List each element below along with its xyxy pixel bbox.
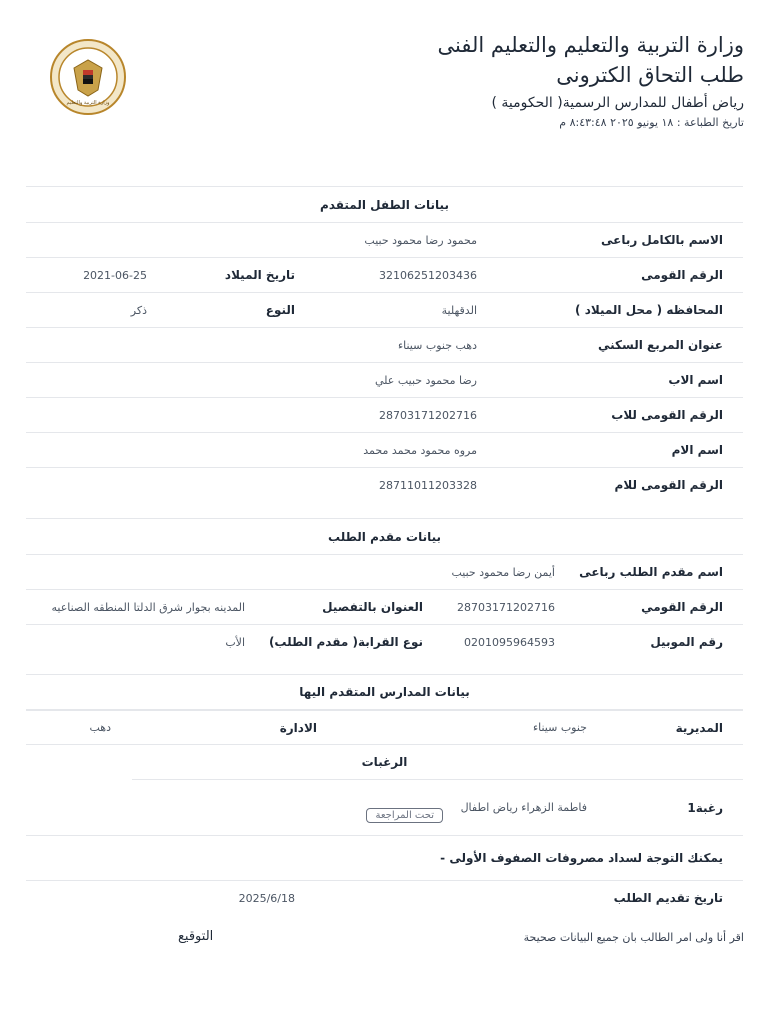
- father-id-value: 28703171202716: [379, 408, 477, 422]
- applicant-id-label: الرقم القومي: [641, 600, 723, 614]
- applicant-name-label: اسم مقدم الطلب رباعى: [579, 565, 723, 579]
- mobile-label: رقم الموبيل: [650, 635, 723, 649]
- full-name-label: الاسم بالكامل رباعى: [600, 233, 723, 247]
- table-row: [26, 292, 743, 327]
- applicant-section-header: [26, 518, 743, 554]
- governorate-label: المحافظه ( محل الميلاد ): [575, 303, 723, 317]
- table-row: [26, 222, 743, 257]
- declaration-text: اقر أنا ولى امر الطالب بان جميع البيانات صحيحة: [523, 930, 744, 944]
- table-row: [26, 554, 743, 589]
- ministry-logo: [44, 38, 132, 116]
- schools-section-title: بيانات المدارس المتقدم اليها: [299, 685, 470, 699]
- table-row: [26, 880, 743, 915]
- administration-label: الادارة: [279, 720, 317, 735]
- directorate-label: المديرية: [675, 720, 723, 735]
- table-row: [132, 779, 743, 835]
- gender-value: ذكر: [130, 303, 147, 317]
- administration-value: دهب: [89, 721, 111, 734]
- document-subtitle: رياض أطفال للمدارس الرسمية( الحكومية ): [491, 95, 744, 111]
- table-row: [26, 589, 743, 624]
- document-header: [438, 30, 744, 132]
- address-value: دهب جنوب سيناء: [397, 338, 477, 352]
- national-id-value: 32106251203436: [379, 268, 477, 282]
- birth-date-label: تاريخ الميلاد: [224, 268, 295, 282]
- child-section-title: بيانات الطفل المتقدم: [320, 197, 449, 212]
- mother-name-label: اسم الام: [671, 443, 723, 457]
- gender-label: النوع: [265, 303, 295, 317]
- applicant-address-value: المدينه بجوار شرق الدلتا المنطقه الصناعيه: [51, 600, 245, 614]
- relation-label: نوع القرابة( مقدم الطلب): [268, 635, 423, 649]
- governorate-value: الدقهلية: [441, 303, 477, 317]
- national-id-label: الرقم القومى: [641, 268, 723, 282]
- full-name-value: محمود رضا محمود حبيب: [364, 233, 477, 247]
- wishes-title: الرغبات: [361, 755, 408, 769]
- wish1-status-cell: [366, 780, 443, 843]
- wish1-status-badge: تحت المراجعة: [366, 808, 443, 823]
- directorate-value: جنوب سيناء: [532, 721, 587, 734]
- applicant-name-value: أيمن رضا محمود حبيب: [451, 565, 555, 579]
- mobile-value: 0201095964593: [464, 635, 555, 649]
- table-row: [26, 257, 743, 292]
- father-name-value: رضا محمود حبيب علي: [374, 373, 477, 387]
- father-name-label: اسم الاب: [668, 373, 723, 387]
- signature-label: التوقيع: [178, 928, 214, 944]
- father-id-label: الرقم القومى للاب: [611, 408, 723, 422]
- mother-id-value: 28711011203328: [379, 478, 477, 492]
- relation-value: الأب: [225, 635, 245, 649]
- applicant-id-value: 28703171202716: [457, 600, 555, 614]
- table-row: [26, 362, 743, 397]
- schools-section-header: [26, 674, 743, 709]
- address-label: عنوان المربع السكني: [597, 338, 723, 352]
- svg-text:وزارة التربية والتعليم: وزارة التربية والتعليم: [66, 100, 110, 106]
- table-row: [26, 624, 743, 659]
- note-row: [26, 835, 743, 880]
- table-row: [26, 709, 743, 744]
- ministry-name: وزارة التربية والتعليم والتعليم الفنى: [437, 33, 744, 57]
- mother-name-value: مروه محمود محمد محمد: [363, 443, 477, 457]
- child-section-header: [26, 186, 743, 222]
- applicant-address-label: العنوان بالتفصيل: [322, 600, 423, 614]
- applicant-section-title: بيانات مقدم الطلب: [327, 529, 442, 544]
- wish1-school: فاطمة الزهراء رياض اطفال: [460, 801, 587, 814]
- fees-note: يمكنك التوجة لسداد مصروفات الصفوف الأولى -: [440, 851, 723, 865]
- wish1-label: رغبة1: [687, 800, 723, 815]
- mother-id-label: الرقم القومى للام: [614, 478, 723, 492]
- ministry-seal-icon: [44, 38, 132, 116]
- submission-date-value: 2025/6/18: [238, 891, 295, 905]
- table-row: [26, 467, 743, 502]
- document-title: طلب التحاق الكترونى: [556, 63, 744, 87]
- wishes-header: [26, 744, 743, 779]
- print-date: تاريخ الطباعة : ١٨ يونيو ٢٠٢٥ ٨:٤٣:٤٨ م: [559, 116, 744, 129]
- submission-date-label: تاريخ تقديم الطلب: [613, 891, 723, 905]
- birth-date-value: 2021-06-25: [83, 268, 147, 282]
- table-row: [26, 432, 743, 467]
- table-row: [26, 397, 743, 432]
- table-row: [26, 327, 743, 362]
